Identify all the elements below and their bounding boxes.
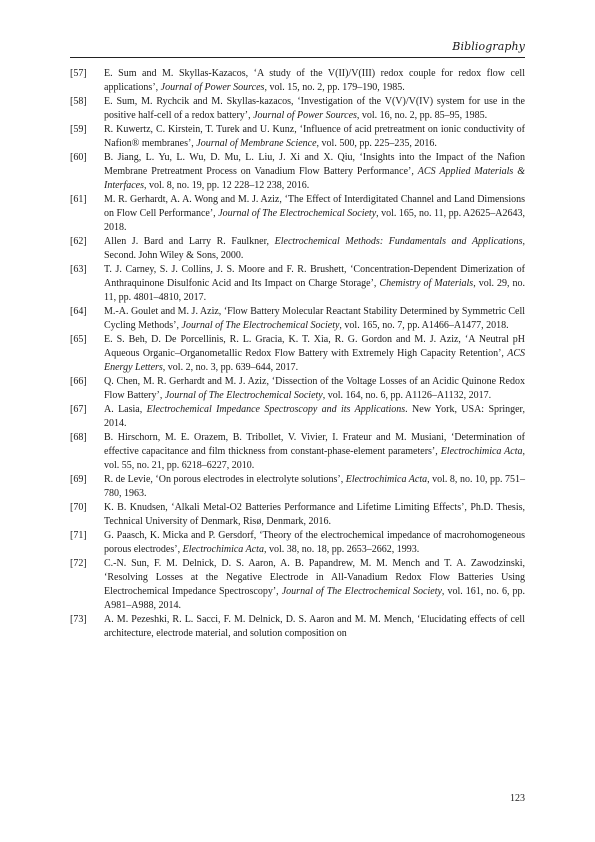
- reference-entry: [70, 403, 525, 431]
- reference-text: [104, 235, 525, 263]
- reference-number: [61]: [70, 194, 87, 205]
- reference-text: [104, 529, 525, 557]
- reference-venue: Journal of The Electrochemical Society: [218, 208, 377, 219]
- reference-fragment: M.-A. Goulet and M. J. Aziz, ‘Flow Battery Molecular Reactant Stability Determined by Symmetric Cell Cycling Methods’,: [104, 306, 525, 331]
- reference-fragment: , Second. John Wiley & Sons, 2000.: [104, 236, 526, 261]
- reference-fragment: , vol. 164, no. 6, pp. A1126–A1132, 2017.: [322, 390, 492, 401]
- reference-fragment: , vol. 161, no. 6, pp. A981–A988, 2014.: [104, 586, 526, 611]
- reference-number: [64]: [70, 306, 87, 317]
- reference-number: [67]: [70, 404, 87, 415]
- reference-number: [62]: [70, 236, 87, 247]
- header-rule: [70, 57, 525, 58]
- reference-entry: [70, 193, 525, 235]
- reference-number: [60]: [70, 152, 87, 163]
- reference-fragment: , vol. 8, no. 19, pp. 12 228–12 238, 2016.: [144, 180, 310, 191]
- reference-venue: Journal of The Electrochemical Society: [281, 586, 442, 597]
- reference-entry: [70, 375, 525, 403]
- reference-fragment: A. M. Pezeshki, R. L. Sacci, F. M. Delnick, D. S. Aaron and M. M. Mench, ‘Elucidating effects of cell architecture, electrode material, and solution composition on: [104, 614, 525, 639]
- reference-venue: Journal of Power Sources: [253, 110, 357, 121]
- page-number: 123: [510, 793, 525, 804]
- reference-fragment: , vol. 500, pp. 225–235, 2016.: [316, 138, 437, 149]
- reference-venue: Journal of The Electrochemical Society: [181, 320, 340, 331]
- reference-fragment: M. R. Gerhardt, A. A. Wong and M. J. Aziz, ‘The Effect of Interdigitated Channel and Land Dimensions on Flow Cell Performance’,: [104, 194, 525, 219]
- reference-fragment: . New York, USA: Springer, 2014.: [104, 404, 525, 429]
- reference-number: [72]: [70, 558, 87, 569]
- reference-text: [104, 263, 525, 305]
- reference-venue: Electrochimica Acta: [345, 474, 428, 485]
- reference-text: [104, 613, 525, 641]
- reference-entry: [70, 529, 525, 557]
- reference-venue: Chemistry of Materials: [379, 278, 474, 289]
- reference-venue: ACS Applied Materials & Interfaces: [104, 166, 525, 191]
- reference-text: [104, 557, 525, 613]
- reference-fragment: , vol. 8, no. 10, pp. 751–780, 1963.: [104, 474, 525, 499]
- reference-fragment: , vol. 16, no. 2, pp. 85–95, 1985.: [356, 110, 488, 121]
- reference-entry: [70, 95, 525, 123]
- reference-text: [104, 305, 525, 333]
- reference-text: [104, 333, 525, 375]
- reference-entry: [70, 473, 525, 501]
- reference-text: [104, 473, 525, 501]
- reference-text: [104, 151, 525, 193]
- reference-entry: [70, 333, 525, 375]
- reference-number: [70]: [70, 502, 87, 513]
- reference-venue: Electrochimica Acta: [440, 446, 523, 457]
- reference-number: [65]: [70, 334, 87, 345]
- reference-number: [58]: [70, 96, 87, 107]
- reference-text: [104, 95, 525, 123]
- reference-venue: Journal of Membrane Science: [196, 138, 317, 149]
- reference-venue: Electrochimica Acta: [182, 544, 264, 555]
- reference-fragment: T. J. Carney, S. J. Collins, J. S. Moore and F. R. Brushett, ‘Concentration-Dependent Dimerization of Anthraquinone Disulfonic Acid and Its Impact on Charge Storage’,: [104, 264, 525, 289]
- reference-venue: ACS Energy Letters: [104, 348, 525, 373]
- reference-number: [73]: [70, 614, 87, 625]
- reference-text: [104, 375, 525, 403]
- reference-text: [104, 403, 525, 431]
- reference-number: [57]: [70, 68, 87, 79]
- reference-text: [104, 123, 525, 151]
- reference-venue: Electrochemical Impedance Spectroscopy and its Applications: [146, 404, 406, 415]
- reference-fragment: , vol. 165, no. 7, pp. A1466–A1477, 2018.: [339, 320, 509, 331]
- reference-number: [68]: [70, 432, 87, 443]
- reference-fragment: A. Lasia,: [104, 404, 147, 415]
- reference-fragment: G. Paasch, K. Micka and P. Gersdorf, ‘Theory of the electrochemical impedance of macrohomogeneous porous electrodes’,: [104, 530, 525, 555]
- reference-entry: [70, 431, 525, 473]
- reference-text: [104, 501, 525, 529]
- reference-fragment: , vol. 15, no. 2, pp. 179–190, 1985.: [264, 82, 405, 93]
- reference-entry: [70, 151, 525, 193]
- reference-fragment: , vol. 55, no. 21, pp. 6218–6227, 2010.: [104, 446, 525, 471]
- reference-text: [104, 193, 525, 235]
- reference-fragment: C.-N. Sun, F. M. Delnick, D. S. Aaron, A. B. Papandrew, M. M. Mench and T. A. Zawodzinski, ‘Resolving Losses at the Negative Electrode in All-Vanadium Redox Flow Batteries Using Electrochemical Impedance Spectroscopy’,: [104, 558, 525, 597]
- reference-fragment: E. Sum, M. Rychcik and M. Skyllas-kazacos, ‘Investigation of the V(V)/V(IV) system for use in the positive half-cell of a redox battery’,: [104, 96, 525, 121]
- reference-entry: [70, 501, 525, 529]
- reference-fragment: K. B. Knudsen, ‘Alkali Metal-O2 Batteries Performance and Lifetime Limiting Effects’, Ph.D. Thesis, Technical University of Denmark, Risø, Denmark, 2016.: [104, 502, 525, 527]
- reference-entry: [70, 305, 525, 333]
- reference-fragment: E. S. Beh, D. De Porcellinis, R. L. Gracia, K. T. Xia, R. G. Gordon and M. J. Aziz, ‘A Neutral pH Aqueous Organic–Organometallic Redox Flow Battery with Extremely High Capacity Retention’,: [104, 334, 525, 359]
- reference-fragment: , vol. 29, no. 11, pp. 4801–4810, 2017.: [104, 278, 525, 303]
- reference-fragment: R. Kuwertz, C. Kirstein, T. Turek and U. Kunz, ‘Influence of acid pretreatment on ionic conductivity of Nafion® membranes’,: [104, 124, 525, 149]
- reference-number: [66]: [70, 376, 87, 387]
- reference-fragment: E. Sum and M. Skyllas-Kazacos, ‘A study of the V(II)/V(III) redox couple for redox flow cell applications’,: [104, 68, 525, 93]
- reference-fragment: Allen J. Bard and Larry R. Faulkner,: [104, 236, 275, 247]
- reference-fragment: , vol. 38, no. 18, pp. 2653–2662, 1993.: [263, 544, 420, 555]
- reference-fragment: R. de Levie, ‘On porous electrodes in electrolyte solutions’,: [104, 474, 346, 485]
- reference-entry: [70, 557, 525, 613]
- reference-number: [63]: [70, 264, 87, 275]
- reference-text: [104, 67, 525, 95]
- reference-entry: [70, 67, 525, 95]
- running-head: Bibliography: [452, 40, 525, 53]
- reference-text: [104, 431, 525, 473]
- reference-fragment: B. Hirschorn, M. E. Orazem, B. Tribollet, V. Vivier, I. Frateur and M. Musiani, ‘Determination of effective capacitance and film thickness from constant-phase-element parameters’,: [104, 432, 525, 457]
- reference-venue: Electrochemical Methods: Fundamentals and Applications: [274, 236, 523, 247]
- reference-venue: Journal of Power Sources: [160, 82, 265, 93]
- reference-number: [69]: [70, 474, 87, 485]
- reference-fragment: B. Jiang, L. Yu, L. Wu, D. Mu, L. Liu, J. Xi and X. Qiu, ‘Insights into the Impact of the Nafion Membrane Pretreatment Process on Vanadium Flow Battery Performance’,: [104, 152, 525, 177]
- reference-number: [59]: [70, 124, 87, 135]
- reference-venue: Journal of The Electrochemical Society: [164, 390, 323, 401]
- bibliography-list: [70, 67, 525, 641]
- reference-entry: [70, 235, 525, 263]
- reference-fragment: , vol. 2, no. 3, pp. 639–644, 2017.: [162, 362, 299, 373]
- reference-entry: [70, 263, 525, 305]
- reference-fragment: , vol. 165, no. 11, pp. A2625–A2643, 2018.: [104, 208, 525, 233]
- reference-fragment: Q. Chen, M. R. Gerhardt and M. J. Aziz, ‘Dissection of the Voltage Losses of an Acidic Quinone Redox Flow Battery’,: [104, 376, 525, 401]
- reference-entry: [70, 123, 525, 151]
- reference-entry: [70, 613, 525, 641]
- reference-number: [71]: [70, 530, 87, 541]
